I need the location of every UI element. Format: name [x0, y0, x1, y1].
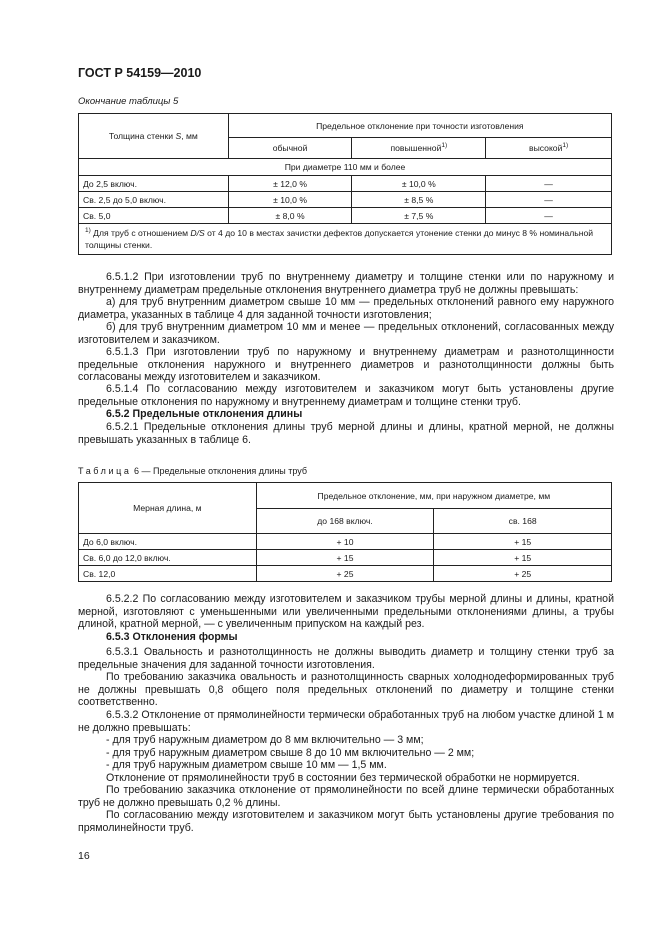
table-row: Св. 12,0 + 25 + 25: [79, 566, 612, 582]
t6-group-header: Предельное отклонение, мм, при наружном диаметре, мм: [256, 483, 611, 509]
heading-6-5-3: 6.5.3 Отклонения формы: [106, 631, 238, 643]
t6-col1-header: Мерная длина, м: [79, 483, 257, 534]
table-row: До 2,5 включ. ± 12,0 % ± 10,0 % —: [79, 176, 612, 192]
t5-section-label: При диаметре 110 мм и более: [79, 159, 612, 176]
table5-caption: Окончание таблицы 5: [78, 96, 179, 107]
para-6-5-1-2: 6.5.1.2 При изготовлении труб по внутреннему диаметру и толщине стенки или по наружному и внутреннему диаметрам предельные отклонения внутреннего диаметра труб не должны превышать:: [78, 271, 614, 296]
para-6-5-2-2: 6.5.2.2 По согласованию между изготовителем и заказчиком трубы мерной длины и длины, кратной мерной, изготовляют с уменьшенными или увеличенными предельными отклонениями длины, а трубы длиной, кратной мерной, — с увеличенным припуском на каждый рез.: [78, 593, 614, 630]
document-header: ГОСТ Р 54159—2010: [78, 66, 202, 80]
table-row: До 6,0 включ. + 10 + 15: [79, 534, 612, 550]
para-6-5-3-2-c: Отклонение от прямолинейности труб в состоянии без термической обработки не нормируется.: [106, 772, 580, 784]
para-6-5-1-2-b: б) для труб внутренним диаметром 10 мм и менее — предельных отклонений, согласованных между изготовителем и заказчиком.: [78, 321, 614, 346]
table-row: Св. 5,0 ± 8,0 % ± 7,5 % —: [79, 208, 612, 224]
para-6-5-3-2-e: По согласованию между изготовителем и заказчиком могут быть установлены другие требования по прямолинейности труб.: [78, 809, 614, 834]
para-6-5-1-4: 6.5.1.4 По согласованию между изготовителем и заказчиком могут быть установлены другие предельные отклонения по наружному и внутреннему диаметрам и толщине стенки труб.: [78, 383, 614, 408]
table6-caption: Таблица 6 — Предельные отклонения длины труб: [78, 466, 308, 476]
table-5: [78, 113, 612, 255]
page-number: 16: [78, 850, 90, 862]
para-6-5-2-1: 6.5.2.1 Предельные отклонения длины труб мерной длины и длины, кратной мерной, не должны превышать указанных в таблице 6.: [78, 421, 614, 446]
t5-footnote: $^{1)}$ Для труб с отношением D/S от 4 до 10 в местах зачистки дефектов допускается утонение стенки до минус 8 % номинальной толщины стенки.: [79, 224, 612, 255]
t5-header-increased: повышенной$^{1)}$: [352, 138, 486, 159]
table-row: Св. 6,0 до 12,0 включ. + 15 + 15: [79, 550, 612, 566]
table-6: [78, 482, 612, 582]
t5-header-high: высокой$^{1)}$: [486, 138, 612, 159]
para-6-5-3-2-d: По требованию заказчика отклонение от прямолинейности по всей длине термически обработанных труб не должно превышать 0,2 % длины.: [78, 784, 614, 809]
list-item: - для труб наружным диаметром до 8 мм включительно — 3 мм;: [106, 734, 424, 746]
t5-header-ordinary: обычной: [228, 138, 352, 159]
heading-6-5-2: 6.5.2 Предельные отклонения длины: [106, 408, 303, 420]
t6-header-up-to-168: до 168 включ.: [256, 509, 434, 534]
para-6-5-1-3: 6.5.1.3 При изготовлении труб по наружному и внутреннему диаметрам и разнотолщинности предельные отклонения наружного и внутреннего диаметров и разнотолщинности должны быть согласованы между изготовителем и заказчиком.: [78, 346, 614, 383]
t5-col1-header: Толщина стенки S, мм: [79, 114, 229, 159]
t5-group-header: Предельное отклонение при точности изготовления: [228, 114, 611, 138]
t6-header-over-168: св. 168: [434, 509, 612, 534]
table-row: Св. 2,5 до 5,0 включ. ± 10,0 % ± 8,5 % —: [79, 192, 612, 208]
list-item: - для труб наружным диаметром свыше 8 до 10 мм включительно — 2 мм;: [106, 747, 475, 759]
para-6-5-3-1-b: По требованию заказчика овальность и разнотолщинность сварных холоднодеформированных труб не должны превышать 0,8 общего поля предельных отклонений по диаметру и толщине стенки соответственно.: [78, 671, 614, 708]
para-6-5-1-2-a: а) для труб внутренним диаметром свыше 10 мм — предельных отклонений равного ему наружного диаметра, указанных в таблице 4 для заданной точности изготовления;: [78, 296, 614, 321]
para-6-5-3-1: 6.5.3.1 Овальность и разнотолщинность не должны выводить диаметр и толщину стенки труб за предельные значения для заданной точности изготовления.: [78, 646, 614, 671]
para-6-5-3-2: 6.5.3.2 Отклонение от прямолинейности термически обработанных труб на любом участке длиной 1 м не должно превышать:: [78, 709, 614, 734]
list-item: - для труб наружным диаметром свыше 10 мм — 1,5 мм.: [106, 759, 387, 771]
